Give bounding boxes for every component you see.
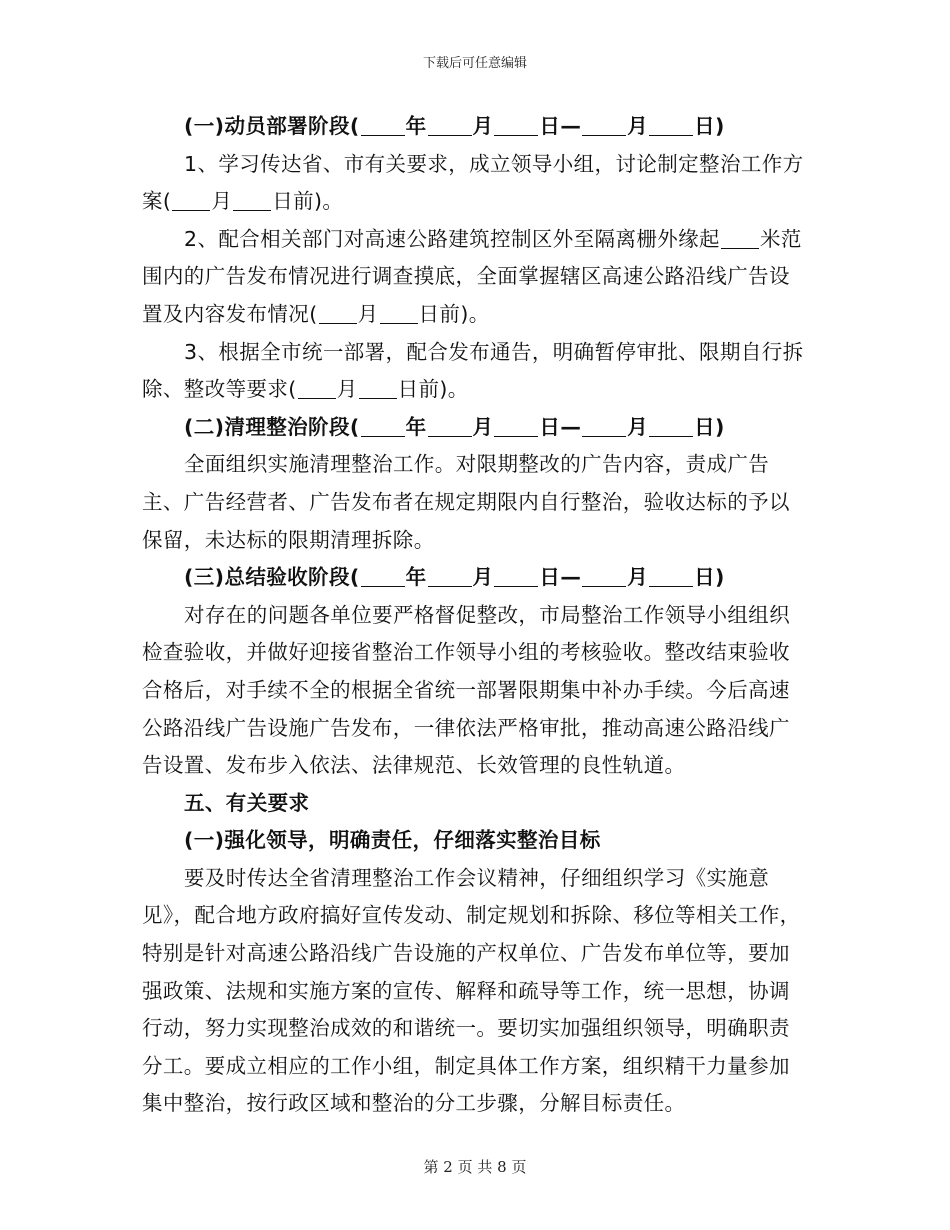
label-before-date: 日前)。: [272, 189, 344, 214]
label-day-close: 日): [694, 114, 725, 138]
blank-field: [298, 376, 336, 399]
blank-field: [649, 414, 693, 437]
blank-field: [172, 188, 210, 211]
blank-field: [361, 414, 405, 437]
blank-field: [428, 564, 472, 587]
blank-field: [649, 564, 693, 587]
blank-field: [359, 376, 397, 399]
label-month: 月: [472, 565, 494, 590]
blank-field: [428, 113, 472, 136]
blank-field: [649, 113, 693, 136]
page-footer: 第 2 页 共 8 页: [423, 1158, 527, 1176]
stage-3-body: 对存在的问题各单位要严格督促整改，市局整治工作领导小组组织检查验收，并做好迎接省整治工作领导小组的考核验收。整改结束验收合格后，对手续不全的根据全省统一部署限期集中补办手续。今后高速公路沿线广告设施广告发布，一律依法严格审批，推动高速公路沿线广告设置、发布步入依法、法律规范、长效管理的良性轨道。: [142, 602, 791, 778]
label-day-dash: 日—: [539, 565, 582, 590]
blank-field: [582, 564, 626, 587]
stage-1-item-3: [142, 334, 810, 409]
label-month: 月: [627, 565, 649, 590]
blank-field: [380, 301, 418, 324]
stage-2-heading: [142, 409, 810, 447]
stage-3-heading-prefix: (三)总结验收阶段(: [184, 565, 360, 590]
document-body: [142, 108, 810, 1123]
item-text-cont: 米范围内的广告发布情况进行调查摸底，全面掌握辖区高速公路沿线广告设置及内容发布情况(: [142, 226, 802, 326]
stage-3-heading: [142, 559, 810, 597]
label-before-date: 日前)。: [418, 301, 490, 326]
blank-field: [361, 113, 405, 136]
label-year: 年: [405, 114, 427, 138]
label-month: 月: [357, 301, 379, 326]
label-month: 月: [627, 114, 649, 138]
blank-field: [494, 564, 538, 587]
blank-field: [494, 414, 538, 437]
stage-2-heading-prefix: (二)清理整治阶段(: [184, 414, 360, 439]
label-month: 月: [472, 414, 494, 439]
label-month: 月: [472, 114, 494, 138]
page-header: 下载后可任意编辑: [422, 56, 527, 71]
blank-field: [582, 414, 626, 437]
blank-field: [428, 414, 472, 437]
blank-field: [494, 113, 538, 136]
stage-1-heading: [142, 108, 810, 146]
stage-1-item-1: [142, 146, 810, 221]
stage-1-heading-prefix: (一)动员部署阶段(: [184, 114, 360, 138]
label-month: 月: [627, 414, 649, 439]
label-year: 年: [405, 565, 427, 590]
label-day-dash: 日—: [539, 114, 582, 138]
item-text: 3、根据全市统一部署，配合发布通告，明确暂停审批、限期自行拆除、整改等要求(: [142, 339, 804, 402]
blank-field: [582, 113, 626, 136]
blank-field: [319, 301, 357, 324]
section-5-heading: 五、有关要求: [184, 790, 310, 815]
section-5-1-heading: (一)强化领导，明确责任，仔细落实整治目标: [184, 828, 601, 853]
label-day-close: 日): [694, 565, 725, 590]
item-text: 2、配合相关部门对高速公路建筑控制区外至隔离栅外缘起: [184, 226, 720, 251]
blank-field: [233, 188, 271, 211]
blank-field: [721, 226, 759, 249]
stage-1-item-2: [142, 221, 810, 334]
label-day-close: 日): [694, 414, 725, 439]
label-before-date: 日前)。: [397, 377, 469, 402]
label-month: 月: [336, 377, 358, 402]
stage-2-body: 全面组织实施清理整治工作。对限期整改的广告内容，责成广告主、广告经营者、广告发布者在规定期限内自行整治，验收达标的予以保留，未达标的限期清理拆除。: [142, 452, 790, 552]
label-month: 月: [211, 189, 233, 214]
blank-field: [361, 564, 405, 587]
item-text: 1、学习传达省、市有关要求，成立领导小组，讨论制定整治工作方案(: [142, 151, 804, 214]
section-5-1-body: 要及时传达全省清理整治工作会议精神，仔细组织学习《实施意见》，配合地方政府搞好宣传发动、制定规划和拆除、移位等相关工作，特别是针对高速公路沿线广告设施的产权单位、广告发布单位等，要加强政策、法规和实施方案的宣传、解释和疏导等工作，统一思想，协调行动，努力实现整治成效的和谐统一。要切实加强组织领导，明确职责分工。要成立相应的工作小组，制定具体工作方案，组织精干力量参加集中整治，按行政区域和整治的分工步骤，分解目标责任。: [142, 865, 801, 1116]
label-day-dash: 日—: [539, 414, 582, 439]
label-year: 年: [405, 414, 427, 439]
